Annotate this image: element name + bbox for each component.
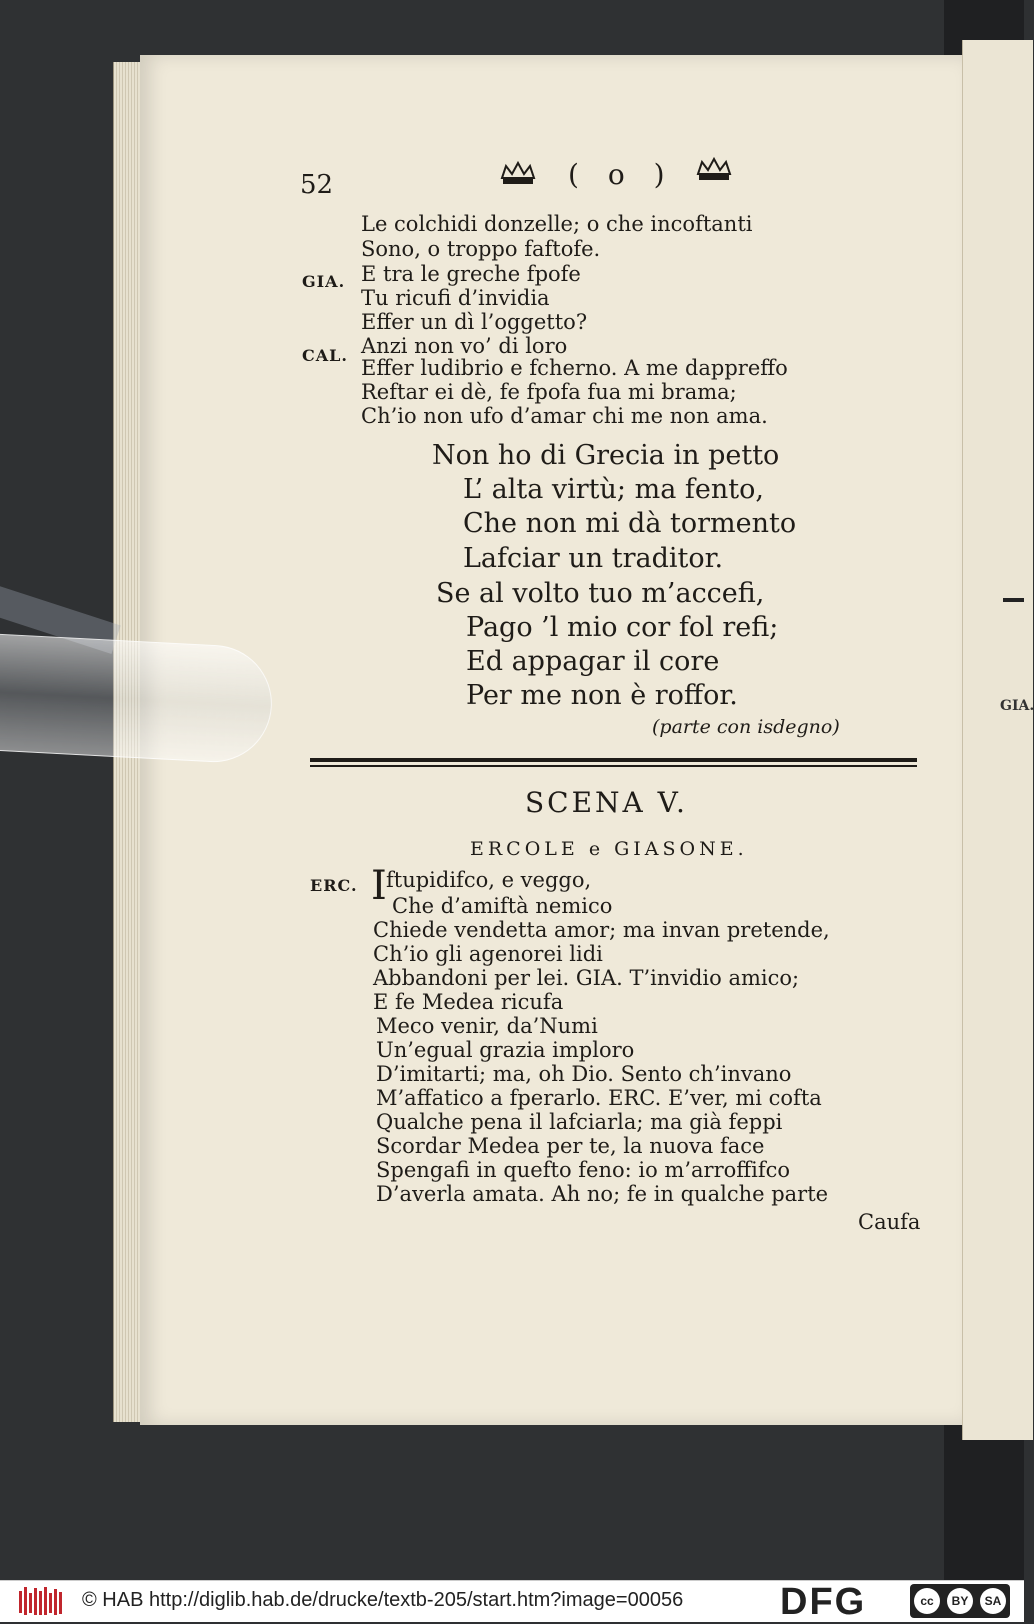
aria-line: Ed appagar il core bbox=[466, 646, 720, 677]
aria-line: Per me non è roffor. bbox=[466, 680, 738, 711]
drop-capital: I bbox=[371, 863, 387, 909]
cc-icon: cc bbox=[914, 1588, 940, 1614]
text-line: Spengafi in quefto feno: io m’arroffifco bbox=[376, 1158, 791, 1182]
text-line: Effer un dì l’oggetto? bbox=[361, 310, 588, 334]
crown-ornament-right-icon bbox=[694, 156, 734, 184]
by-icon: BY bbox=[947, 1588, 973, 1614]
speaker-label: ERC. bbox=[310, 876, 358, 895]
scene-characters: ERCOLE e GIASONE. bbox=[470, 838, 748, 860]
text-line: Abbandoni per lei. GIA. T’invidio amico; bbox=[373, 966, 800, 990]
text-line: E fe Medea ricufa bbox=[373, 990, 564, 1014]
scene-title: SCENA V. bbox=[525, 786, 688, 819]
text-line: Scordar Medea per te, la nuova face bbox=[376, 1134, 765, 1158]
text-line: Chiede vendetta amor; ma invan pretende, bbox=[373, 918, 830, 942]
text-line: Anzi non vo’ di loro bbox=[361, 334, 568, 358]
divider-thin bbox=[310, 765, 917, 767]
sa-icon: SA bbox=[980, 1588, 1006, 1614]
text-line: D’averla amata. Ah no; fe in qualche parte bbox=[376, 1182, 829, 1206]
speaker-label: GIA. bbox=[302, 272, 346, 291]
text-line: Un’egual grazia imploro bbox=[376, 1038, 635, 1062]
text-line: Qualche pena il lafciarla; ma già feppi bbox=[376, 1110, 783, 1134]
text-line: Ch’io gli agenorei lidi bbox=[373, 942, 603, 966]
speaker-label: CAL. bbox=[302, 346, 348, 365]
crown-ornament-left-icon bbox=[498, 160, 538, 188]
footer-bar bbox=[0, 1580, 1024, 1622]
aria-line: Se al volto tuo m’accefi, bbox=[436, 578, 765, 609]
text-line: D’imitarti; ma, oh Dio. Sento ch’invano bbox=[376, 1062, 792, 1086]
library-logo-icon bbox=[18, 1585, 66, 1617]
page-clip bbox=[0, 632, 275, 765]
text-line: Che d’amiftà nemico bbox=[392, 894, 613, 918]
facing-page bbox=[962, 40, 1033, 1440]
aria-line: Che non mi dà tormento bbox=[463, 508, 797, 539]
license-badge[interactable] bbox=[910, 1584, 1010, 1618]
aria-line: L’ alta virtù; ma fento, bbox=[463, 474, 764, 505]
text-line: E tra le greche fpofe bbox=[361, 262, 581, 286]
text-line: Effer ludibrio e fcherno. A me dappreffo bbox=[361, 356, 788, 380]
catchword: Caufa bbox=[858, 1210, 921, 1234]
citation-link[interactable]: © HAB http://diglib.hab.de/drucke/textb-205/start.htm?image=00056 bbox=[82, 1589, 684, 1611]
text-line: Meco venir, da’Numi bbox=[376, 1014, 598, 1038]
aria-line: Lafciar un traditor. bbox=[463, 543, 724, 574]
aria-line: Non ho di Grecia in petto bbox=[432, 440, 780, 471]
text-line: Ch’io non ufo d’amar chi me non ama. bbox=[361, 404, 768, 428]
stage-direction: (parte con isdegno) bbox=[652, 716, 840, 738]
text-line: Reftar ei dè, fe fpofa fua mi brama; bbox=[361, 380, 737, 404]
aria-line: Pago ’l mio cor fol refi; bbox=[466, 612, 779, 643]
header-ornament: ( o ) bbox=[568, 158, 675, 191]
dfg-logo: DFG bbox=[780, 1581, 867, 1623]
text-line: Le colchidi donzelle; o che incoftanti bbox=[361, 212, 753, 236]
divider-thick bbox=[310, 758, 917, 762]
text-line: ftupidifco, e veggo, bbox=[386, 868, 592, 892]
text-line: M’affatico a fperarlo. ERC. E’ver, mi cofta bbox=[376, 1086, 822, 1110]
text-line: Sono, o troppo faftofe. bbox=[361, 237, 601, 261]
facing-page-speaker: GIA. bbox=[1000, 698, 1034, 714]
facing-page-rule bbox=[1003, 598, 1024, 602]
text-line: Tu ricufi d’invidia bbox=[361, 286, 550, 310]
page-number: 52 bbox=[300, 170, 334, 200]
